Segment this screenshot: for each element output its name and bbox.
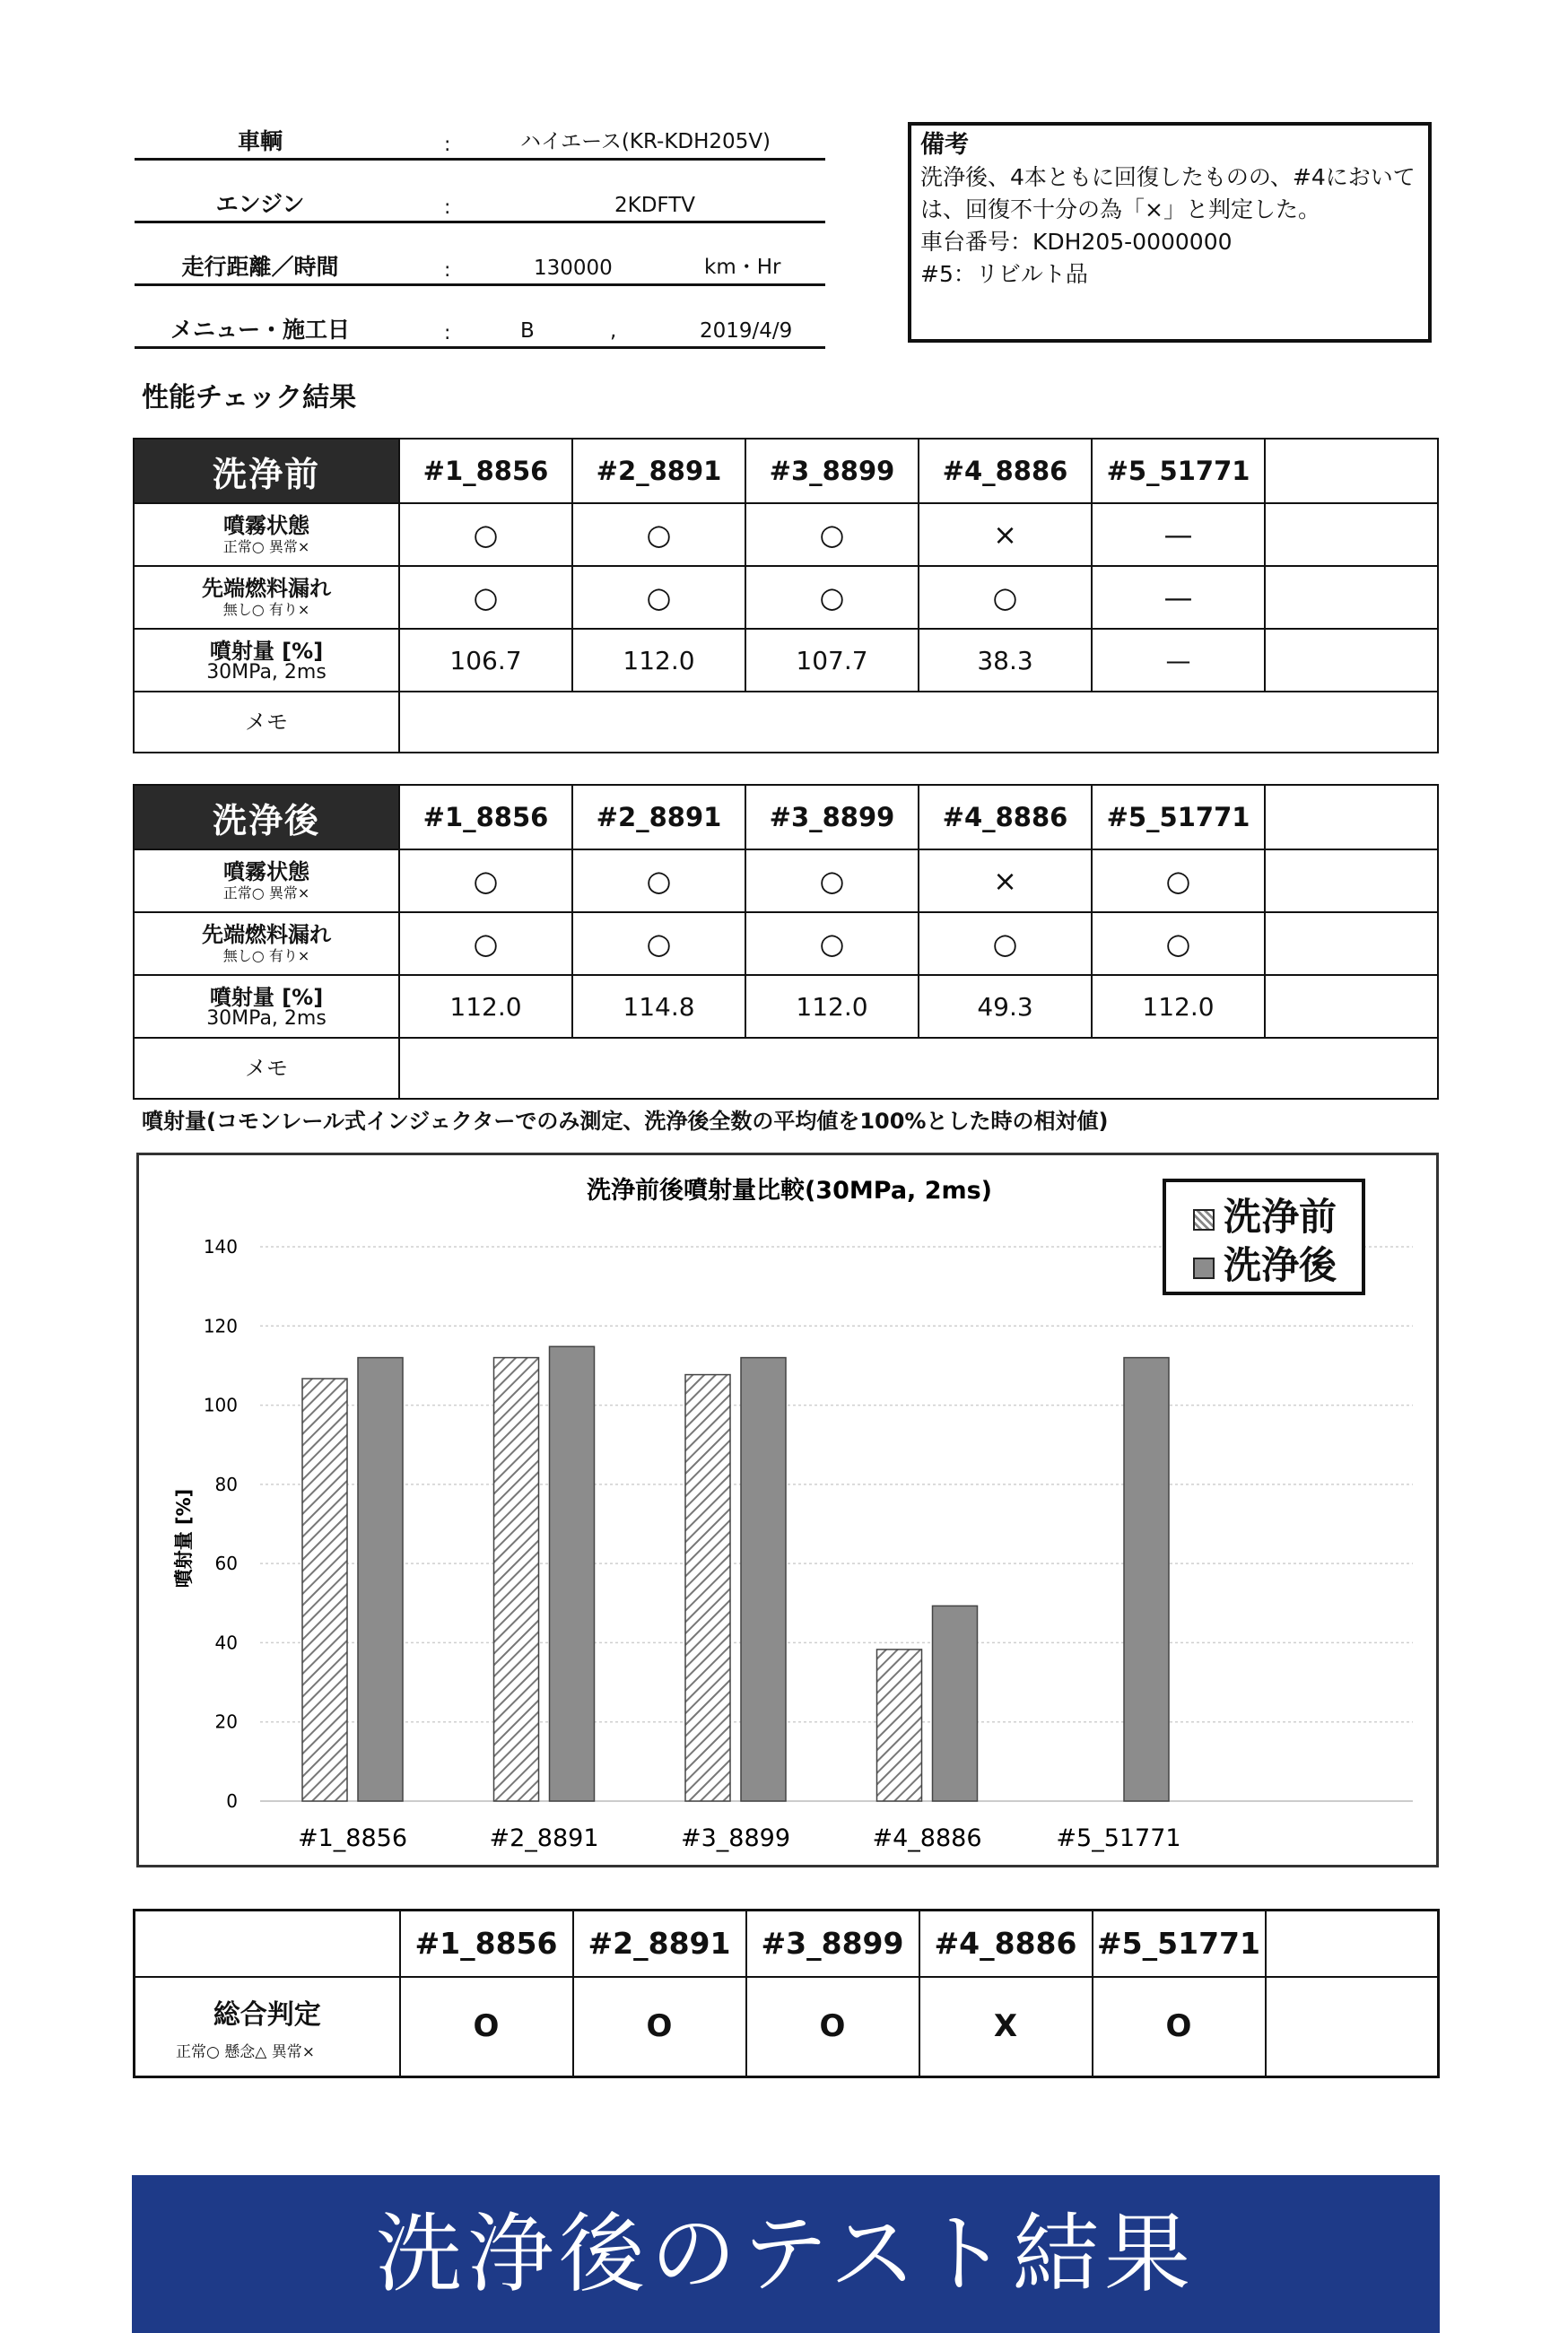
verdict-cell: O	[746, 1977, 919, 2077]
column-header: #2_8891	[572, 439, 745, 503]
x-tick-label: #3_8899	[680, 1824, 791, 1852]
table-cell: ○	[399, 566, 572, 629]
bar-before-4	[877, 1650, 922, 1801]
table-cell: ○	[399, 503, 572, 566]
result-banner: 洗浄後のテスト結果	[132, 2175, 1440, 2333]
legend-after: 洗浄後	[1224, 1243, 1337, 1287]
column-header: #1_8856	[399, 439, 572, 503]
y-tick-label: 80	[214, 1473, 238, 1495]
table-cell: ×	[919, 503, 1092, 566]
colon: :	[444, 322, 451, 344]
table-cell: 112.0	[745, 975, 919, 1038]
table-cell: 107.7	[745, 629, 919, 692]
table-row	[135, 1977, 1439, 2077]
row-label-sub: 無し○ 有り×	[222, 601, 310, 618]
bar-before-1	[302, 1379, 347, 1801]
table-cell: ○	[745, 849, 919, 912]
table-cell: 38.3	[919, 629, 1092, 692]
legend-swatch-before	[1193, 1209, 1215, 1231]
y-axis-label: 噴射量 [%]	[173, 1488, 195, 1589]
remarks-line: #5：リビルト品	[920, 261, 1088, 287]
menu-date: 2019/4/9	[700, 319, 793, 343]
legend-before: 洗浄前	[1224, 1195, 1337, 1239]
table-cell: —	[1092, 629, 1265, 692]
menu-separator: ,	[610, 319, 617, 343]
row-label-main: 噴射量 [%]	[209, 639, 324, 664]
table-cell: 112.0	[399, 975, 572, 1038]
table-cell: 114.8	[572, 975, 745, 1038]
verdict-cell: O	[1093, 1977, 1266, 2077]
table-cell: ○	[919, 566, 1092, 629]
column-header	[1266, 1911, 1439, 1977]
y-tick-label: 0	[226, 1790, 238, 1812]
table-cell: 49.3	[919, 975, 1092, 1038]
row-label-main: 噴霧状態	[223, 859, 309, 884]
row-label-main: 噴霧状態	[223, 513, 309, 538]
table-cell: ○	[572, 912, 745, 975]
bar-after-5	[1124, 1358, 1169, 1801]
row-label-main: メモ	[245, 709, 288, 735]
column-header: #5_51771	[1093, 1911, 1266, 1977]
column-header: #4_8886	[919, 785, 1092, 849]
column-header: #3_8899	[746, 1911, 919, 1977]
engine-value: 2KDFTV	[614, 194, 696, 217]
column-header: #5_51771	[1092, 439, 1265, 503]
bar-after-3	[741, 1358, 786, 1801]
engine-label: エンジン	[215, 191, 305, 217]
verdict-cell: O	[573, 1977, 746, 2077]
table-cell: —	[1092, 566, 1265, 629]
verdict-label-cell	[135, 1977, 400, 2077]
row-label-main: 先端燃料漏れ	[202, 576, 331, 601]
mileage-unit: km・Hr	[704, 256, 781, 279]
table-cell: —	[1092, 503, 1265, 566]
mileage-label: 走行距離／時間	[181, 254, 339, 280]
verdict-cell: X	[919, 1977, 1093, 2077]
column-header: #5_51771	[1092, 785, 1265, 849]
table-cell: ○	[745, 912, 919, 975]
table-cell: ○	[399, 849, 572, 912]
row-label-sub: 正常○ 異常×	[222, 884, 310, 901]
row-label-main: メモ	[245, 1056, 288, 1081]
y-tick-label: 40	[214, 1632, 238, 1654]
column-header: #4_8886	[919, 1911, 1093, 1977]
verdict-label: 総合判定	[213, 1998, 321, 2031]
chart-title: 洗浄前後噴射量比較(30MPa, 2ms)	[586, 1177, 993, 1205]
colon: :	[444, 196, 451, 219]
measurement-note: 噴射量(コモンレール式インジェクターでのみ測定、洗浄後全数の平均値を100%とした時の相対値)	[142, 1109, 1109, 1134]
column-header: #3_8899	[745, 785, 919, 849]
bar-after-1	[358, 1358, 403, 1801]
column-header: #1_8856	[399, 785, 572, 849]
bar-after-2	[550, 1346, 595, 1801]
verdict-table	[133, 1909, 1440, 2078]
vehicle-value: ハイエース(KR-KDH205V)	[520, 130, 771, 153]
y-tick-label: 60	[214, 1553, 238, 1575]
bar-before-3	[685, 1375, 730, 1801]
verdict-corner	[135, 1911, 400, 1977]
x-tick-label: #5_51771	[1056, 1824, 1181, 1852]
table-cell: ○	[1092, 849, 1265, 912]
column-header: #4_8886	[919, 439, 1092, 503]
remarks-line: 車台番号：KDH205-0000000	[920, 229, 1233, 255]
table-cell: ○	[399, 912, 572, 975]
column-header: #2_8891	[572, 785, 745, 849]
table-cell: ○	[572, 503, 745, 566]
y-tick-label: 140	[203, 1236, 238, 1258]
remarks-line: は、回復不十分の為「×」と判定した。	[920, 196, 1320, 222]
section-title: 性能チェック結果	[142, 382, 357, 413]
bar-after-4	[933, 1606, 978, 1801]
remarks-title: 備考	[920, 131, 969, 159]
x-tick-label: #4_8886	[872, 1824, 982, 1852]
row-label-sub: 正常○ 異常×	[222, 538, 310, 555]
x-tick-label: #2_8891	[489, 1824, 599, 1852]
table-cell: ×	[919, 849, 1092, 912]
row-label-main: 先端燃料漏れ	[202, 922, 331, 947]
legend-swatch-after	[1193, 1258, 1215, 1279]
table-cell: ○	[919, 912, 1092, 975]
row-label-sub: 30MPa, 2ms	[206, 661, 327, 683]
after-title: 洗浄後	[134, 785, 399, 849]
menu-label: メニュー・施工日	[170, 317, 351, 343]
remarks-line: 洗浄後、4本ともに回復したものの、#4において	[920, 164, 1416, 190]
row-label-main: 噴射量 [%]	[209, 985, 324, 1010]
table-cell: 106.7	[399, 629, 572, 692]
verdict-cell: O	[400, 1977, 573, 2077]
y-tick-label: 100	[203, 1394, 238, 1416]
menu-value: B	[520, 319, 535, 343]
x-tick-label: #1_8856	[297, 1824, 408, 1852]
vehicle-label: 車輌	[237, 128, 283, 154]
y-tick-label: 20	[214, 1711, 238, 1733]
chart-legend	[1163, 1179, 1365, 1295]
row-label-sub: 30MPa, 2ms	[206, 1007, 327, 1030]
verdict-sub: 正常○ 懸念△ 異常×	[176, 2042, 315, 2061]
column-header: #2_8891	[573, 1911, 746, 1977]
column-header: #3_8899	[745, 439, 919, 503]
table-cell: 112.0	[1092, 975, 1265, 1038]
table-cell: ○	[745, 566, 919, 629]
row-label-sub: 無し○ 有り×	[222, 947, 310, 964]
column-header: #1_8856	[400, 1911, 573, 1977]
table-cell: 112.0	[572, 629, 745, 692]
table-cell: ○	[572, 849, 745, 912]
table-cell: ○	[1092, 912, 1265, 975]
before-title: 洗浄前	[134, 439, 399, 503]
mileage-value: 130000	[534, 257, 613, 280]
colon: :	[444, 134, 451, 156]
bar-before-2	[494, 1358, 539, 1801]
table-cell: ○	[572, 566, 745, 629]
verdict-cell	[1266, 1977, 1439, 2077]
y-tick-label: 120	[203, 1315, 238, 1337]
colon: :	[444, 259, 451, 282]
table-cell: ○	[745, 503, 919, 566]
